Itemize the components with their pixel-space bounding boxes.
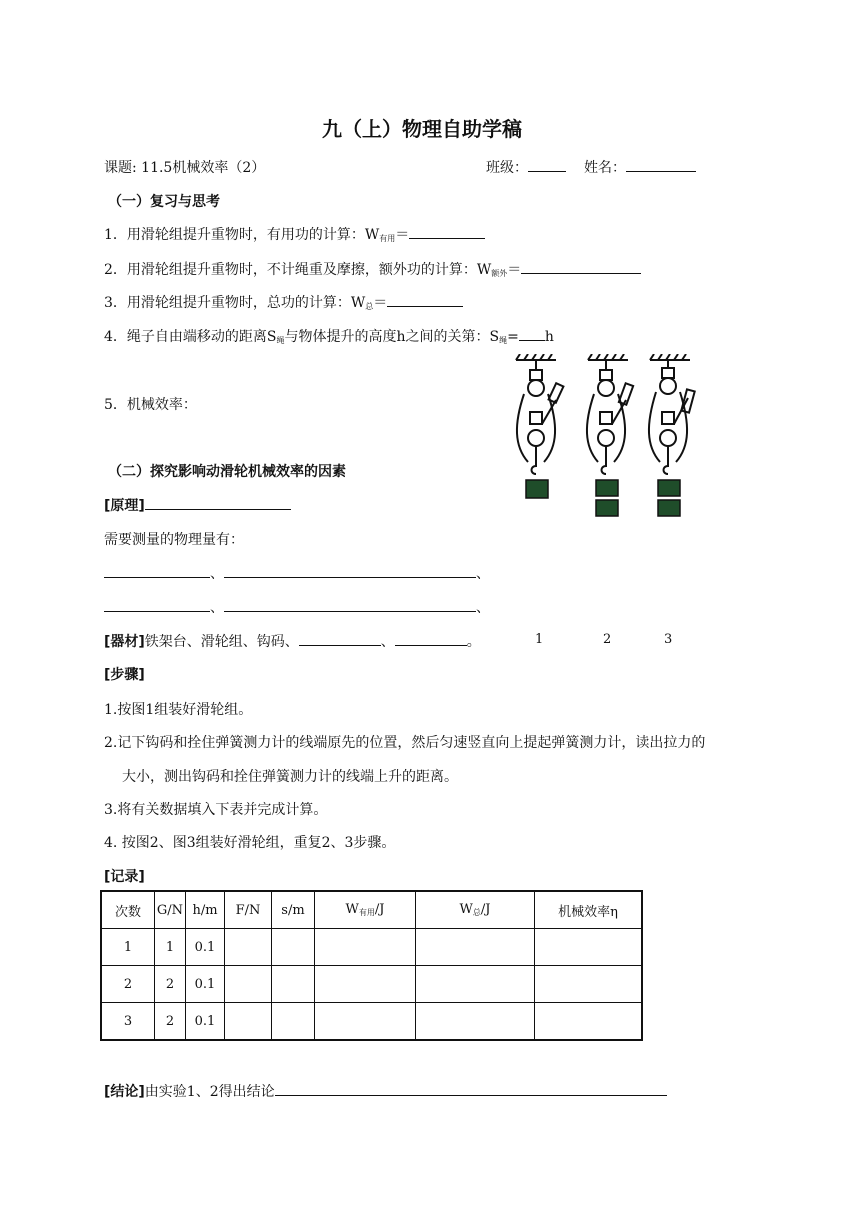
weight-1 xyxy=(526,480,548,498)
step-4: 4. 按图2、图3组装好滑轮组，重复2、3步骤。 xyxy=(104,835,396,851)
table-cell[interactable] xyxy=(225,1003,272,1041)
question-1: 1．用滑轮组提升重物时，有用功的计算：$W_{有用}=$ xyxy=(104,224,485,244)
measure-blank-4[interactable] xyxy=(224,597,476,612)
class-blank[interactable] xyxy=(528,157,566,172)
record-label: [记录] xyxy=(104,869,145,885)
equipment-label: [器材] xyxy=(104,634,145,650)
table-cell[interactable] xyxy=(535,966,643,1003)
table-cell[interactable] xyxy=(315,966,416,1003)
table-cell[interactable] xyxy=(416,1003,535,1041)
table-cell[interactable] xyxy=(225,966,272,1003)
conclusion-text: 由实验1、2得出结论 xyxy=(144,1084,275,1100)
step-2a: 2.记下钩码和拴住弹簧测力计的线端原先的位置，然后匀速竖直向上提起弹簧测力计，读出拉力的 xyxy=(104,735,706,751)
table-row xyxy=(101,929,642,966)
measure-line-2: 、 、 xyxy=(104,597,490,617)
header-h: h/m xyxy=(186,891,225,929)
step-1: 1.按图1组装好滑轮组。 xyxy=(104,702,253,718)
table-row xyxy=(101,1003,642,1041)
table-header-row xyxy=(101,891,642,929)
question-4: 4．绳子自由端移动的距离$S_绳$与物体提升的高度h之间的关第：$S_绳= h$ xyxy=(104,326,554,346)
header-s: s/m xyxy=(272,891,315,929)
table-cell[interactable] xyxy=(225,929,272,966)
figure-label-2: 2 xyxy=(603,632,612,647)
pulley-system-3 xyxy=(649,354,695,474)
table-cell[interactable] xyxy=(416,929,535,966)
table-cell[interactable] xyxy=(416,966,535,1003)
q3-blank[interactable] xyxy=(387,292,463,307)
class-field xyxy=(486,157,566,177)
table-cell: 3 xyxy=(101,1003,155,1041)
table-cell[interactable] xyxy=(535,929,643,966)
header-w-total: $W_总/J$ xyxy=(416,891,535,929)
name-field xyxy=(584,157,696,177)
measure-text: 需要测量的物理量有： xyxy=(104,532,244,548)
q2-blank[interactable] xyxy=(521,259,641,274)
header-efficiency: 机械效率η xyxy=(535,891,643,929)
conclusion-line xyxy=(104,1081,667,1101)
question-5: 5．机械效率： xyxy=(104,397,197,413)
table-cell[interactable] xyxy=(272,966,315,1003)
class-label: 班级： xyxy=(486,160,528,176)
step-2b: 大小，测出钩码和拴住弹簧测力计的线端上升的距离。 xyxy=(122,769,458,785)
steps-label: [步骤] xyxy=(104,667,145,683)
section2-heading: （二）探究影响动滑轮机械效率的因素 xyxy=(108,464,346,480)
table-cell: 2 xyxy=(155,966,186,1003)
topic-label: 课题: 11.5机械效率（2） xyxy=(104,160,266,176)
pulley-system-1 xyxy=(516,354,563,474)
pulley-system-2 xyxy=(587,354,633,474)
table-cell: 1 xyxy=(155,929,186,966)
conclusion-label: [结论] xyxy=(104,1084,145,1100)
table-cell: 1 xyxy=(101,929,155,966)
table-cell[interactable] xyxy=(272,929,315,966)
equipment-blank-2[interactable] xyxy=(395,631,467,646)
table-cell[interactable] xyxy=(315,929,416,966)
figure-label-3: 3 xyxy=(664,632,673,647)
header-f: F/N xyxy=(225,891,272,929)
table-row xyxy=(101,966,642,1003)
weight-2b xyxy=(596,500,618,516)
weight-2a xyxy=(596,480,618,496)
question-3: 3．用滑轮组提升重物时，总功的计算：$W_总=$ xyxy=(104,292,463,312)
step-3: 3.将有关数据填入下表并完成计算。 xyxy=(104,802,328,818)
weight-3a xyxy=(658,480,680,496)
header-g: G/N xyxy=(155,891,186,929)
name-blank[interactable] xyxy=(626,157,696,172)
principle-label: [原理] xyxy=(104,498,145,514)
pulley-diagram xyxy=(506,354,702,526)
q4-blank[interactable] xyxy=(519,326,545,341)
principle-blank[interactable] xyxy=(145,495,291,510)
header-count: 次数 xyxy=(101,891,155,929)
figure-label-1: 1 xyxy=(535,632,544,647)
q1-blank[interactable] xyxy=(409,224,485,239)
table-cell[interactable] xyxy=(535,1003,643,1041)
section1-heading: （一）复习与思考 xyxy=(108,194,220,210)
measure-blank-1[interactable] xyxy=(104,563,210,578)
table-cell: 0.1 xyxy=(186,929,225,966)
table-cell[interactable] xyxy=(272,1003,315,1041)
table-cell: 0.1 xyxy=(186,966,225,1003)
table-cell: 2 xyxy=(101,966,155,1003)
measure-line-1: 、 、 xyxy=(104,563,490,583)
question-2: 2．用滑轮组提升重物时，不计绳重及摩擦，额外功的计算：$W_{额外}=$ xyxy=(104,259,641,279)
measure-blank-3[interactable] xyxy=(104,597,210,612)
principle-line xyxy=(104,495,291,515)
name-label: 姓名： xyxy=(584,160,626,176)
weight-3b xyxy=(658,500,680,516)
record-table xyxy=(100,890,643,1041)
equipment-blank-1[interactable] xyxy=(299,631,381,646)
table-cell: 2 xyxy=(155,1003,186,1041)
measure-blank-2[interactable] xyxy=(224,563,476,578)
conclusion-blank[interactable] xyxy=(275,1081,667,1096)
page-title: 九（上）物理自助学稿 xyxy=(322,117,522,141)
equipment-line: [器材]铁架台、滑轮组、钩码、 、 。 xyxy=(104,631,481,651)
table-cell: 0.1 xyxy=(186,1003,225,1041)
header-w-useful: $W_{有用}/J$ xyxy=(315,891,416,929)
table-cell[interactable] xyxy=(315,1003,416,1041)
